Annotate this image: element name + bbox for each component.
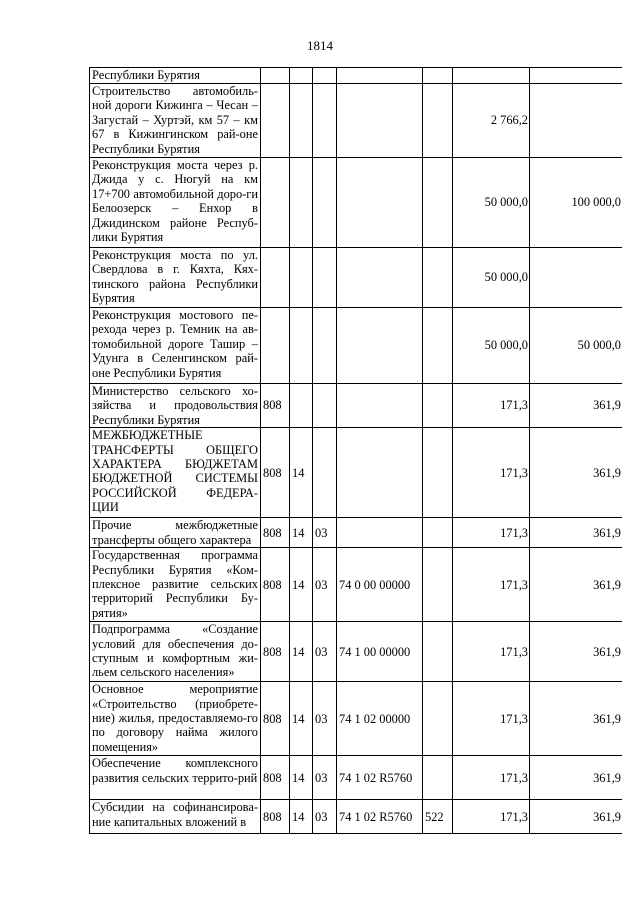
cell-expense-type	[423, 548, 453, 622]
cell-amount-year-2: 100 000,0	[530, 158, 623, 248]
cell-amount-year-1: 171,3	[453, 756, 530, 800]
table-row	[90, 800, 623, 834]
cell-expense-type	[423, 158, 453, 248]
cell-amount-year-1: 2 766,2	[453, 84, 530, 158]
table-row	[90, 68, 623, 84]
cell-name: Прочие межбюджетные трансферты общего характера	[90, 518, 261, 548]
table-row	[90, 682, 623, 756]
cell-target-article	[337, 84, 423, 158]
cell-section-code: 14	[290, 518, 313, 548]
cell-amount-year-2: 361,9	[530, 756, 623, 800]
cell-target-article	[337, 518, 423, 548]
cell-subsection-code: 03	[313, 756, 337, 800]
table-row	[90, 518, 623, 548]
cell-target-article	[337, 384, 423, 428]
cell-amount-year-1: 171,3	[453, 682, 530, 756]
table-row	[90, 248, 623, 308]
budget-table	[89, 67, 622, 834]
cell-ministry-code: 808	[261, 682, 290, 756]
table-row	[90, 84, 623, 158]
cell-name: Субсидии на софинансирова-ние капитальных вложений в	[90, 800, 261, 834]
cell-ministry-code: 808	[261, 756, 290, 800]
table-row	[90, 548, 623, 622]
cell-subsection-code: 03	[313, 622, 337, 682]
cell-section-code	[290, 158, 313, 248]
cell-section-code: 14	[290, 622, 313, 682]
cell-section-code	[290, 84, 313, 158]
cell-amount-year-1: 50 000,0	[453, 308, 530, 384]
cell-name: Министерство сельского хо-зяйства и продовольствия Республики Бурятия	[90, 384, 261, 428]
cell-ministry-code	[261, 308, 290, 384]
cell-name: Реконструкция моста через р. Джида у с. Нюгуй на км 17+700 автомобильной доро-ги Белоозерск – Енхор в Джидинском районе Респуб-лики Бурятия	[90, 158, 261, 248]
cell-ministry-code: 808	[261, 548, 290, 622]
table-row	[90, 428, 623, 518]
cell-target-article: 74 1 02 R5760	[337, 800, 423, 834]
table-row	[90, 384, 623, 428]
cell-amount-year-1: 171,3	[453, 384, 530, 428]
cell-expense-type	[423, 518, 453, 548]
cell-target-article	[337, 308, 423, 384]
cell-subsection-code	[313, 158, 337, 248]
table-row	[90, 622, 623, 682]
cell-section-code	[290, 308, 313, 384]
cell-ministry-code: 808	[261, 800, 290, 834]
cell-subsection-code: 03	[313, 518, 337, 548]
cell-section-code	[290, 68, 313, 84]
cell-subsection-code	[313, 308, 337, 384]
cell-amount-year-2	[530, 84, 623, 158]
cell-name: Обеспечение комплексного развития сельских террито-рий	[90, 756, 261, 800]
cell-amount-year-1	[453, 68, 530, 84]
cell-name: Республики Бурятия	[90, 68, 261, 84]
cell-amount-year-2: 361,9	[530, 622, 623, 682]
cell-section-code	[290, 248, 313, 308]
cell-target-article	[337, 68, 423, 84]
budget-table-sheet	[89, 67, 622, 905]
cell-expense-type	[423, 682, 453, 756]
cell-ministry-code	[261, 84, 290, 158]
cell-section-code: 14	[290, 682, 313, 756]
cell-amount-year-2: 361,9	[530, 548, 623, 622]
cell-ministry-code	[261, 158, 290, 248]
cell-amount-year-1: 50 000,0	[453, 248, 530, 308]
cell-subsection-code	[313, 428, 337, 518]
cell-amount-year-1: 171,3	[453, 622, 530, 682]
cell-name: Основное мероприятие «Строительство (приобрете-ние) жилья, предоставляемо-го по договору найма жилого помещения»	[90, 682, 261, 756]
table-row	[90, 308, 623, 384]
cell-amount-year-1: 171,3	[453, 800, 530, 834]
cell-amount-year-2	[530, 248, 623, 308]
cell-ministry-code: 808	[261, 518, 290, 548]
cell-section-code	[290, 384, 313, 428]
cell-ministry-code	[261, 248, 290, 308]
cell-subsection-code: 03	[313, 800, 337, 834]
cell-expense-type: 522	[423, 800, 453, 834]
table-row	[90, 756, 623, 800]
page-number: 1814	[307, 38, 333, 53]
cell-name: МЕЖБЮДЖЕТНЫЕ ТРАНСФЕРТЫ ОБЩЕГО ХАРАКТЕРА БЮДЖЕТАМ БЮДЖЕТНОЙ СИСТЕМЫ РОССИЙСКОЙ ФЕДЕРА-ЦИИ	[90, 428, 261, 518]
cell-target-article: 74 0 00 00000	[337, 548, 423, 622]
cell-subsection-code: 03	[313, 682, 337, 756]
cell-target-article	[337, 428, 423, 518]
cell-name: Строительство автомобиль-ной дороги Кижинга – Чесан – Загустай – Хуртэй, км 57 – км 67 в Кижингинском рай-оне Республики Бурятия	[90, 84, 261, 158]
cell-name: Подпрограмма «Создание условий для обеспечения до-ступным и комфортным жи-льем сельского населения»	[90, 622, 261, 682]
cell-amount-year-2: 361,9	[530, 428, 623, 518]
cell-amount-year-1: 171,3	[453, 548, 530, 622]
cell-expense-type	[423, 68, 453, 84]
budget-table-body	[90, 68, 623, 834]
cell-expense-type	[423, 308, 453, 384]
cell-section-code: 14	[290, 756, 313, 800]
cell-amount-year-2: 361,9	[530, 384, 623, 428]
cell-ministry-code: 808	[261, 428, 290, 518]
cell-amount-year-2: 50 000,0	[530, 308, 623, 384]
cell-expense-type	[423, 622, 453, 682]
cell-ministry-code: 808	[261, 384, 290, 428]
cell-subsection-code	[313, 248, 337, 308]
cell-target-article: 74 1 02 R5760	[337, 756, 423, 800]
cell-section-code: 14	[290, 800, 313, 834]
cell-section-code: 14	[290, 548, 313, 622]
cell-amount-year-1: 171,3	[453, 518, 530, 548]
cell-name: Реконструкция моста по ул. Свердлова в г. Кяхта, Кях-тинского района Республики Бурятия	[90, 248, 261, 308]
cell-expense-type	[423, 384, 453, 428]
cell-subsection-code	[313, 84, 337, 158]
cell-expense-type	[423, 248, 453, 308]
cell-subsection-code: 03	[313, 548, 337, 622]
cell-expense-type	[423, 756, 453, 800]
cell-amount-year-1: 50 000,0	[453, 158, 530, 248]
cell-ministry-code: 808	[261, 622, 290, 682]
cell-amount-year-2: 361,9	[530, 800, 623, 834]
table-row	[90, 158, 623, 248]
cell-section-code: 14	[290, 428, 313, 518]
cell-amount-year-1: 171,3	[453, 428, 530, 518]
cell-subsection-code	[313, 384, 337, 428]
cell-amount-year-2: 361,9	[530, 518, 623, 548]
cell-target-article	[337, 248, 423, 308]
cell-name: Государственная программа Республики Бурятия «Ком-плексное развитие сельских территорий Республики Бу-рятия»	[90, 548, 261, 622]
cell-subsection-code	[313, 68, 337, 84]
cell-amount-year-2	[530, 68, 623, 84]
cell-target-article	[337, 158, 423, 248]
cell-expense-type	[423, 428, 453, 518]
cell-target-article: 74 1 02 00000	[337, 682, 423, 756]
cell-name: Реконструкция мостового пе-рехода через р. Темник на ав-томобильной дороге Ташир – Удунга в Селенгинском рай-оне Республики Бурятия	[90, 308, 261, 384]
cell-ministry-code	[261, 68, 290, 84]
cell-target-article: 74 1 00 00000	[337, 622, 423, 682]
cell-expense-type	[423, 84, 453, 158]
cell-amount-year-2: 361,9	[530, 682, 623, 756]
